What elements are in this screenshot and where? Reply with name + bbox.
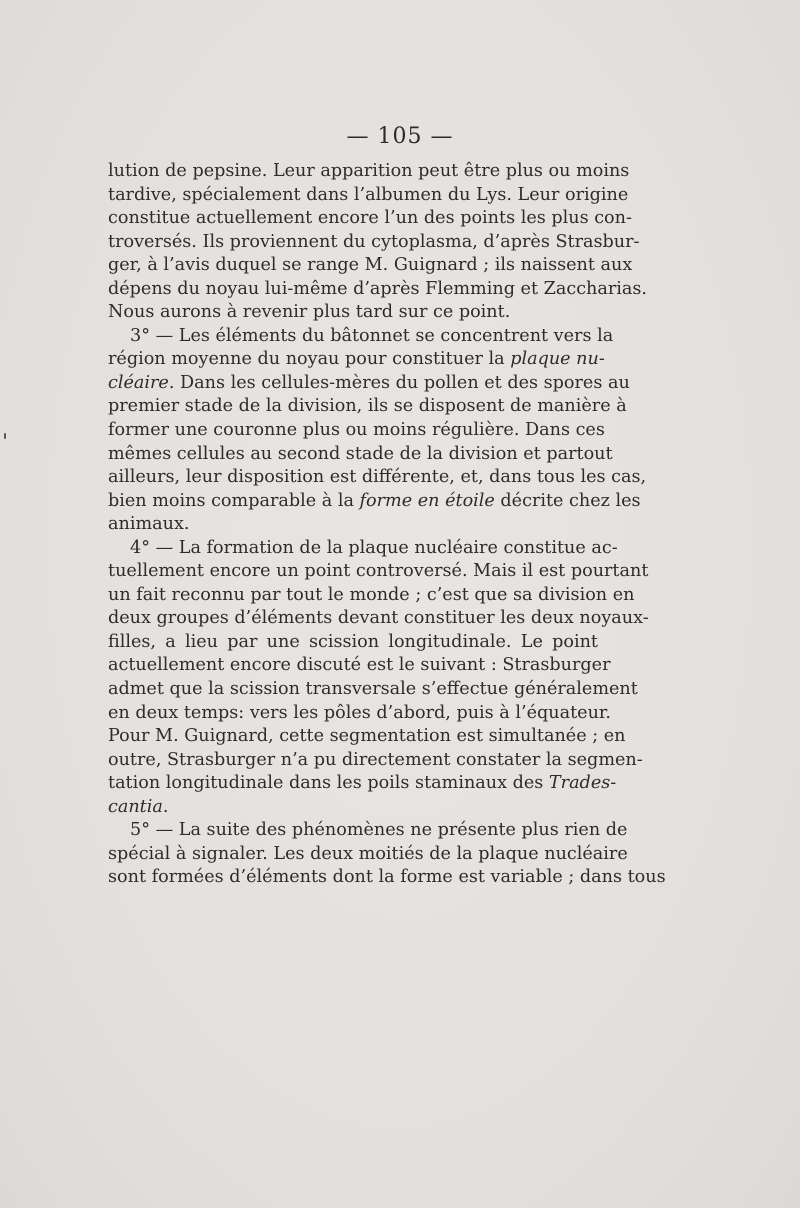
italic-term: cantia [108,796,163,817]
text-line: sont formées d’éléments dont la forme est variable ; dans tous [108,867,666,888]
text-line: spécial à signaler. Les deux moitiés de la plaque nucléaire [108,843,628,864]
text-line: constitue actuellement encore l’un des points les plus con- [108,208,632,229]
text-line: un fait reconnu par tout le monde ; c’est que sa division en [108,584,635,605]
italic-term: plaque nu- [510,349,605,370]
body-text [108,160,666,890]
margin-mark [4,433,6,439]
text-line: premier stade de la division, ils se disposent de manière à [108,396,627,417]
text-line: bien moins comparable à la forme en étoile décrite chez les [108,490,641,511]
text-line: Pour M. Guignard, cette segmentation est simultanée ; en [108,726,626,747]
text-line: outre, Strasburger n’a pu directement constater la segmen- [108,749,643,770]
text-line: tuellement encore un point controversé. Mais il est pourtant [108,561,649,582]
text-line: tation longitudinale dans les poils staminaux des Trades- [108,773,617,794]
text-line: filles, a lieu par une scission longitudinale. Le point [108,631,598,652]
paragraph-start-line: 3° — Les éléments du bâtonnet se concentrent vers la [130,325,614,346]
text-line: troversés. Ils proviennent du cytoplasma, d’après Strasbur- [108,231,640,252]
text-line: région moyenne du noyau pour constituer la plaque nu- [108,349,605,370]
page-number: — 105 — [346,124,454,149]
paragraph-start-line: 4° — La formation de la plaque nucléaire constitue ac- [130,537,618,558]
italic-term: Trades- [548,773,617,794]
text-line: ger, à l’avis duquel se range M. Guignard ; ils naissent aux [108,255,633,276]
text-line: former une couronne plus ou moins régulière. Dans ces [108,420,605,441]
italic-term: forme en étoile [359,490,495,511]
text-line: animaux. [108,514,190,535]
text-line: admet que la scission transversale s’effectue généralement [108,679,638,700]
text-line: ailleurs, leur disposition est différente, et, dans tous les cas, [108,467,647,488]
italic-term: cléaire [108,372,169,393]
text-line: dépens du noyau lui-même d’après Flemming et Zaccharias. [108,278,648,299]
paragraph-start-line: 5° — La suite des phénomènes ne présente plus rien de [130,820,628,841]
text-line: lution de pepsine. Leur apparition peut être plus ou moins [108,161,630,181]
text-line: tardive, spécialement dans l’albumen du Lys. Leur origine [108,184,629,205]
text-line: Nous aurons à revenir plus tard sur ce point. [108,302,511,323]
text-line: cléaire. Dans les cellules-mères du pollen et des spores au [108,372,630,393]
text-line: actuellement encore discuté est le suivant : Strasburger [108,655,611,676]
text-line: deux groupes d’éléments devant constituer les deux noyaux- [108,608,649,629]
text-line: cantia. [108,796,169,817]
text-line: en deux temps: vers les pôles d’abord, puis à l’équateur. [108,702,611,723]
text-line: mêmes cellules au second stade de la division et partout [108,443,613,464]
